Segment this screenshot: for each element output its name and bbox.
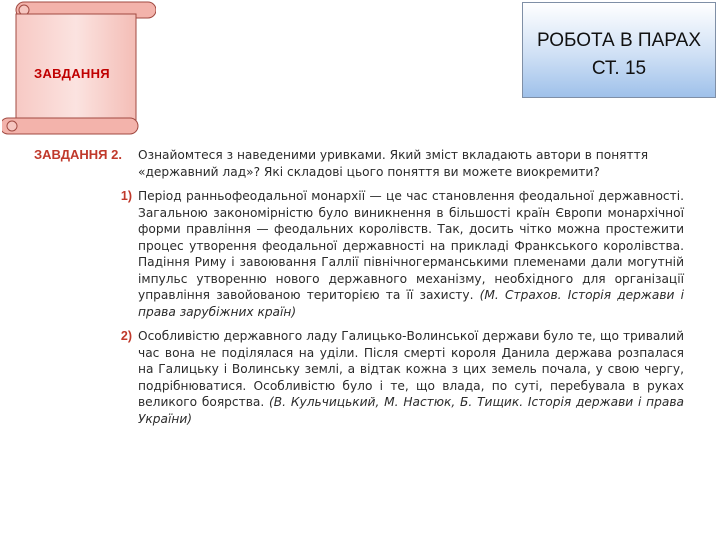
pair-work-page: СТ. 15 (591, 58, 647, 79)
excerpt-body (138, 328, 684, 427)
task-instruction: Ознайомтеся з наведеними уривками. Який зміст вкладають автори в поняття «державний лад»? Які складові цього поняття ви можете виокремити? (138, 148, 649, 179)
task-scroll-banner (2, 0, 156, 140)
excerpt-1 (34, 188, 684, 320)
task-number: ЗАВДАННЯ 2. (34, 147, 122, 162)
task-header (34, 147, 684, 180)
excerpt-2 (34, 328, 684, 427)
excerpt-body (138, 188, 684, 320)
excerpt-source: (М. Страхов. Історія держави і права зарубіжних країн) (138, 288, 685, 319)
pair-work-box (522, 2, 716, 98)
task-block (34, 147, 684, 427)
excerpt-number: 2) (120, 329, 132, 343)
excerpt-number: 1) (120, 189, 132, 203)
excerpt-text: Особливістю державного ладу Галицько-Волинської держави було те, що тривалий час вона не поділялася на уділи. Після смерті короля Данила держава розпалася на Галицьку і Волинську землі, а відтак кожна з цих земель почала, у свою чергу, подрібнюватися. Особливістю було і те, що влада, по суті, перебувала в руках великого боярства. (138, 329, 684, 409)
excerpt-source: (В. Кульчицький, М. Настюк, Б. Тищик. Історія держави і права України) (138, 395, 685, 426)
scroll-label: ЗАВДАННЯ (34, 66, 110, 81)
excerpt-text: Період ранньофеодальної монархії — це час становлення феодальної державності. Загальною закономірністю було виникнення в більшості країн Європи монархічної форми правління — феодальних королівств. Так, досить чітко можна простежити процес утворення феодальної державності на прикладі Франкського королівства. Падіння Риму і завоювання Галлії північногерманськими племенами дали могутній імпульс утворенню нового державного механізму, необхідного для організації управління завойованою територією та її захисту. (138, 189, 684, 302)
pair-work-title: РОБОТА В ПАРАХ (536, 30, 702, 51)
